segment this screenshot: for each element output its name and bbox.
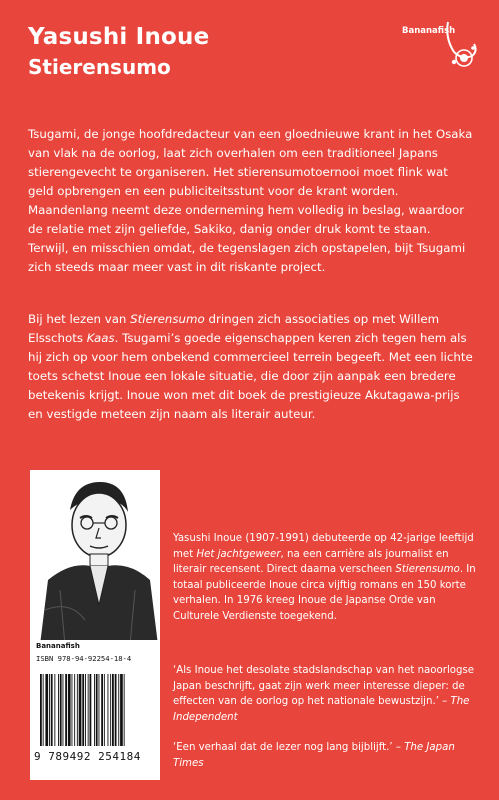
barcode-bar [115, 674, 117, 746]
barcode-bar [85, 674, 86, 746]
bananafish-icon [442, 18, 482, 73]
barcode-bar [118, 674, 119, 746]
barcode-bar [120, 674, 123, 746]
blurb-text: dringen zich associaties op met Willem Elsschots [28, 312, 440, 345]
barcode-bar [82, 674, 84, 746]
barcode-bar [96, 674, 98, 746]
barcode-bar [104, 674, 105, 746]
barcode-bar [45, 674, 48, 746]
barcode-publisher: Bananafish [36, 642, 80, 650]
isbn-label: ISBN 978-94-92254-18-4 [36, 654, 132, 663]
barcode-panel [30, 640, 160, 780]
quote-source: The Japan Times [173, 742, 455, 769]
barcode-bar [110, 674, 111, 746]
barcode-bar [43, 674, 44, 746]
author-bio [173, 531, 478, 624]
quote-text: ‘Als Inoue het desolate stadslandschap van het naoorlogse Japan beschrijft, gaat zijn werk meer interesse dieper: de effecten van de oorlog op het nationale bewustzijn.’ – [173, 665, 475, 707]
book-title: Stierensumo [28, 55, 171, 79]
publisher-logo [402, 18, 482, 78]
blurb-paragraph-1: Tsugami, de jonge hoofdredacteur van een gloednieuwe krant in het Osaka van vlak na de oorlog, laat zich overhalen om een traditioneel Japans stierengevecht te organiseren. Het stierensumotoernooi moet flink wat geld opbrengen en een publiciteitsstunt voor de krant worden. Maandenlang neemt deze onderneming hem volledig in beslag, waardoor de relatie met zijn geliefde, Sakiko, danig onder druk komt te staan. Terwijl, en misschien omdat, de tegenslagen zich opstapelen, bijt Tsugami zich steeds maar meer vast in dit riskante project. [28, 127, 473, 274]
quote-source: The Independent [173, 696, 470, 723]
quote-text: ‘Een verhaal dat de lezer nog lang bijblijft.’ – [173, 742, 405, 753]
blurb-book-title: Kaas [86, 331, 115, 345]
barcode-bar [94, 674, 95, 746]
barcode-bar [74, 674, 75, 746]
barcode-bar [65, 674, 67, 746]
barcode-bars [38, 674, 154, 748]
barcode-bar [60, 674, 62, 746]
bio-book-title: Het jachtgeweer [196, 548, 281, 560]
barcode-bar [40, 674, 42, 746]
bio-text: Yasushi Inoue (1907-1991) debuteerde op 42-jarige leeftijd met [173, 533, 474, 560]
barcode-bar [63, 674, 64, 746]
barcode-bar [90, 674, 92, 746]
blurb-text: . Tsugami’s goede eigenschappen keren zich tegen hem als hij zich op voor hem onbekend commercieel terrein begeeft. Met een lichte toets schetst Inoue een lokale situatie, die door zijn aanpak een bredere betekenis krijgt. Inoue won met dit boek de prestigieuze Akutagawa-prijs en vestigde meteen zijn naam als literair auteur. [28, 331, 473, 421]
barcode-bar [88, 674, 89, 746]
publisher-name: Bananafish [402, 26, 456, 36]
blurb-book-title: Stierensumo [130, 312, 205, 326]
barcode-bar [49, 674, 50, 746]
barcode-bar [72, 674, 73, 746]
barcode-bar [101, 674, 103, 746]
barcode-bar [51, 674, 53, 746]
review-quote-1 [173, 663, 478, 725]
author-portrait [30, 470, 160, 655]
bio-text: . In totaal publiceerde Inoue circa vijftig romans en 150 korte verhalen. In 1976 kreeg Inoue de Japanse Orde van Culturele Verdienste toegekend. [173, 564, 476, 622]
barcode-bar [99, 674, 100, 746]
barcode-bar [54, 674, 55, 746]
barcode-bar [68, 674, 71, 746]
review-quote-2 [173, 740, 478, 771]
barcode-bar [58, 674, 59, 746]
barcode-bar [77, 674, 78, 746]
bio-book-title: Stierensumo [395, 564, 460, 575]
barcode-bar [112, 674, 114, 746]
bio-text: , na een carrière als journalist en literair recensent. Direct daarna verscheen [173, 548, 449, 575]
barcode-bar [124, 674, 125, 746]
blurb-paragraph-2 [28, 310, 473, 424]
author-name: Yasushi Inoue [28, 24, 210, 50]
barcode-bar [108, 674, 109, 746]
barcode-number: 9 789492 254184 [34, 750, 141, 763]
barcode-bar [79, 674, 82, 746]
blurb-text: Bij het lezen van [28, 312, 131, 326]
